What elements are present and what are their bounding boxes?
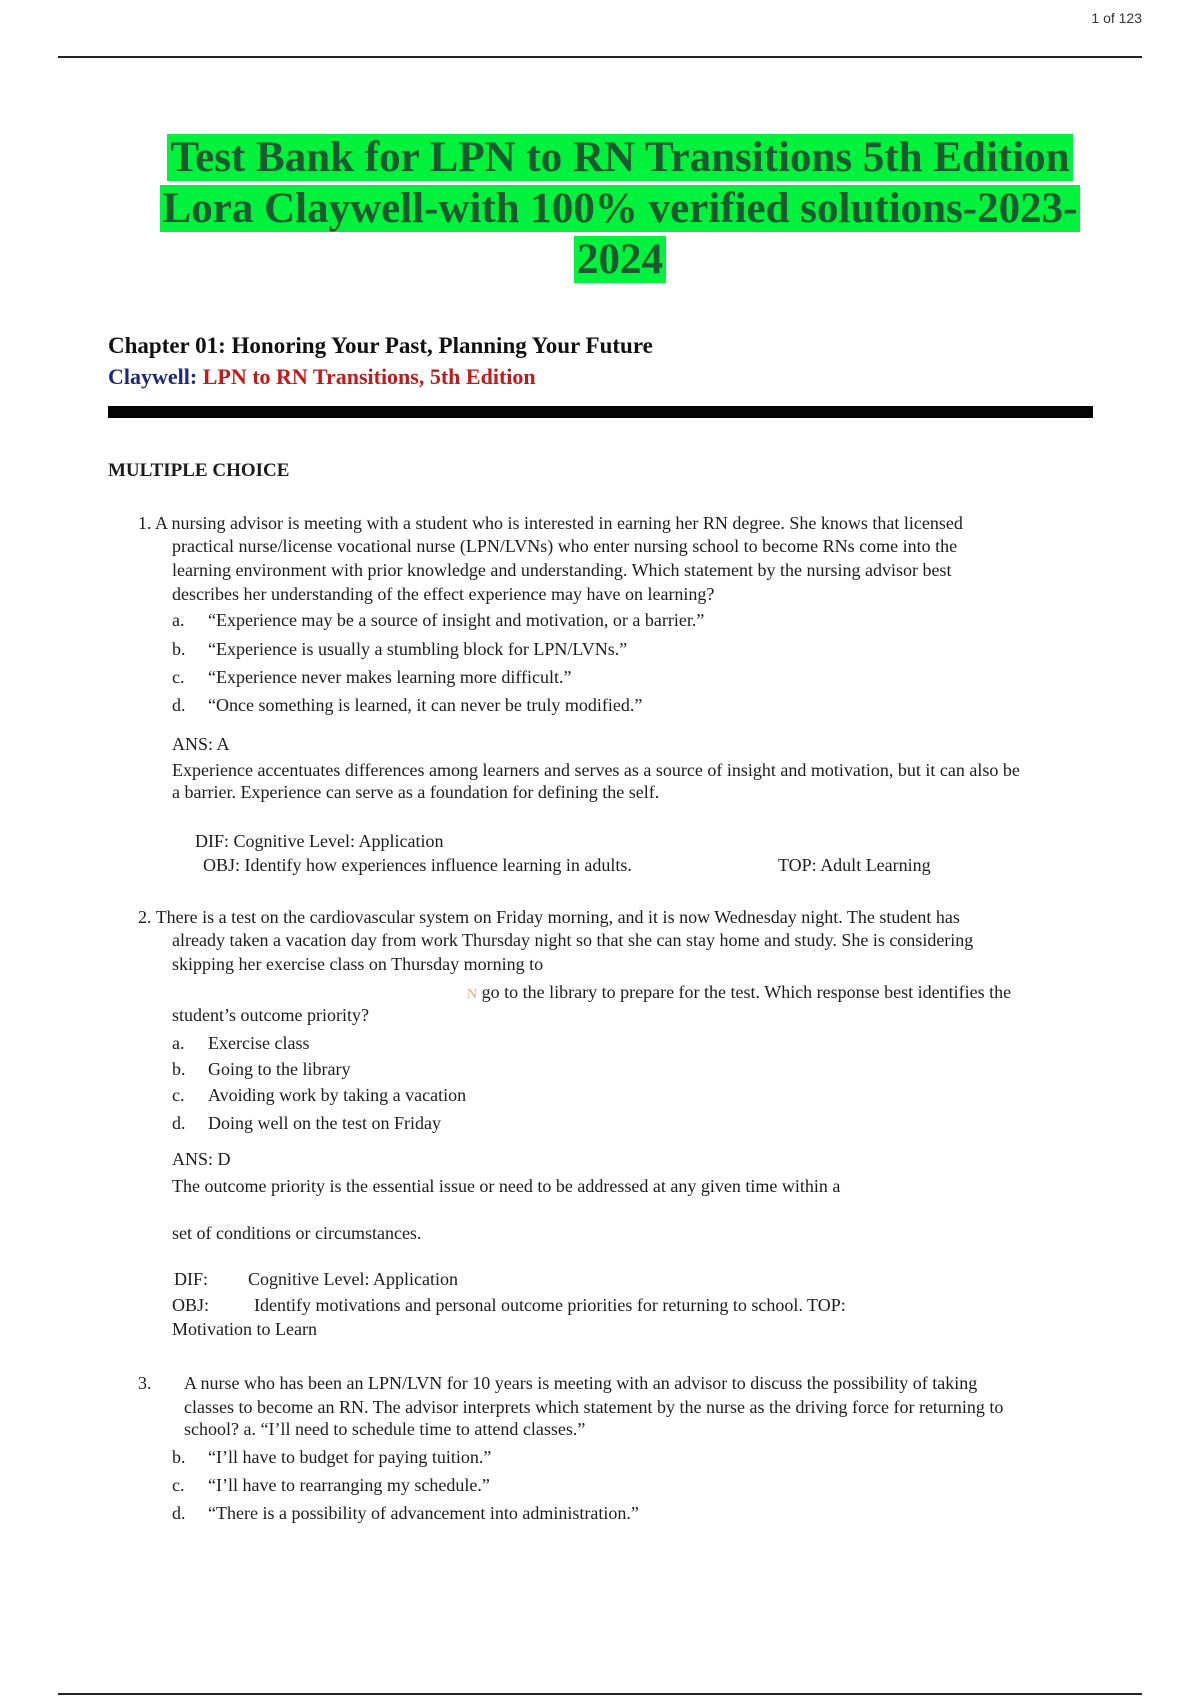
q1-rationale-line-2: a barrier. Experience can serve as a foundation for defining the self. [172, 782, 660, 802]
q2-stem-line-2: already taken a vacation day from work Thursday night so that she can stay home and study. She is considering [172, 930, 974, 950]
q1-option-a-text: “Experience may be a source of insight and motivation, or a barrier.” [208, 610, 705, 630]
q3-option-b [172, 1446, 491, 1469]
q3-stem-line-2: classes to become an RN. The advisor interprets which statement by the nurse as the driving force for returning to [184, 1397, 1004, 1417]
q1-rationale-line-1: Experience accentuates differences among learners and serves as a source of insight and motivation, but it can also be [172, 760, 1020, 780]
q2-option-d-letter: d. [172, 1113, 186, 1133]
q2-obj-value: Identify motivations and personal outcome priorities for returning to school. TOP: [254, 1295, 846, 1315]
title-highlight: Test Bank for LPN to RN Transitions 5th Edition Lora Claywell-with 100% verified solutions-2023-2024 [160, 134, 1081, 283]
q1-stem-line-4: describes her understanding of the effect experience may have on learning? [172, 584, 715, 604]
top-divider [58, 56, 1142, 58]
q3-stem-line-3: school? a. “I’ll need to schedule time to attend classes.” [184, 1419, 586, 1439]
q1-stem-line-3: learning environment with prior knowledge and understanding. Which statement by the nursing advisor best [172, 560, 952, 580]
q2-stem-line-5: student’s outcome priority? [172, 1005, 369, 1025]
q3-option-b-letter: b. [172, 1447, 186, 1467]
q2-stem-text-1: There is a test on the cardiovascular system on Friday morning, and it is now Wednesday night. The student has [155, 907, 960, 927]
q3-option-c [172, 1474, 490, 1497]
q1-stem-text-1: A nursing advisor is meeting with a student who is interested in earning her RN degree. She knows that licensed [155, 513, 963, 533]
q2-top-value: Motivation to Learn [172, 1319, 317, 1339]
q2-option-c [172, 1084, 466, 1107]
q1-top: TOP: Adult Learning [778, 855, 931, 875]
q1-option-c [172, 666, 572, 689]
chapter-heading: Chapter 01: Honoring Your Past, Planning Your Future [108, 333, 653, 358]
q1-option-a [172, 609, 704, 632]
q2-option-c-text: Avoiding work by taking a vacation [208, 1085, 467, 1105]
heading-rule [108, 406, 1093, 418]
bottom-divider [58, 1693, 1142, 1695]
q1-option-b [172, 638, 627, 661]
q1-option-d [172, 694, 642, 717]
q2-rationale-line-1: The outcome priority is the essential issue or need to be addressed at any given time within a [172, 1176, 841, 1196]
q1-obj: OBJ: Identify how experiences influence learning in adults. [203, 855, 632, 875]
q2-option-d [172, 1112, 441, 1135]
q3-option-c-letter: c. [172, 1475, 185, 1495]
q1-stem-line-2: practical nurse/license vocational nurse (LPN/LVNs) who enter nursing school to become RNs come into the [172, 536, 958, 556]
q1-stem-line-1 [138, 512, 963, 536]
q2-option-c-letter: c. [172, 1085, 185, 1105]
q2-obj-label: OBJ: [172, 1295, 210, 1315]
q2-option-b-letter: b. [172, 1059, 186, 1079]
q3-stem-line-1: A nurse who has been an LPN/LVN for 10 years is meeting with an advisor to discuss the possibility of taking [184, 1373, 978, 1393]
q2-option-a-text: Exercise class [208, 1033, 310, 1053]
q1-option-d-letter: d. [172, 695, 186, 715]
q3-option-d-text: “There is a possibility of advancement into administration.” [208, 1503, 639, 1523]
q2-option-a-letter: a. [172, 1033, 185, 1053]
section-heading: MULTIPLE CHOICE [108, 460, 290, 481]
q2-option-d-text: Doing well on the test on Friday [208, 1113, 441, 1133]
q2-option-b [172, 1058, 350, 1081]
q2-stray-mark: N [467, 987, 478, 1002]
q3-number: 3. [138, 1373, 152, 1393]
q1-option-a-letter: a. [172, 610, 185, 630]
edition-author: Claywell: [108, 364, 198, 389]
q1-number: 1. [138, 513, 152, 533]
q2-option-a [172, 1032, 309, 1055]
page-counter: 1 of 123 [1091, 10, 1142, 26]
q2-stem-line-4 [467, 981, 1011, 1007]
q2-stem-line-1 [138, 906, 960, 930]
q3-option-d [172, 1502, 639, 1525]
q1-option-c-text: “Experience never makes learning more difficult.” [208, 667, 572, 687]
document-title [130, 132, 1110, 285]
q1-answer: ANS: A [172, 734, 230, 754]
q2-dif-value: Cognitive Level: Application [248, 1269, 458, 1289]
q2-stem-text-4: go to the library to prepare for the test. Which response best identifies the [481, 982, 1012, 1002]
q2-option-b-text: Going to the library [208, 1059, 351, 1079]
q1-option-b-letter: b. [172, 639, 186, 659]
edition-book: LPN to RN Transitions, 5th Edition [202, 364, 536, 389]
q1-option-b-text: “Experience is usually a stumbling block for LPN/LVNs.” [208, 639, 628, 659]
q1-option-d-text: “Once something is learned, it can never be truly modified.” [208, 695, 643, 715]
edition-line [108, 364, 536, 390]
q3-option-c-text: “I’ll have to rearranging my schedule.” [208, 1475, 490, 1495]
q2-rationale-line-2: set of conditions or circumstances. [172, 1223, 422, 1243]
q1-dif: DIF: Cognitive Level: Application [195, 831, 444, 851]
q2-answer: ANS: D [172, 1149, 231, 1169]
q3-option-b-text: “I’ll have to budget for paying tuition.” [208, 1447, 492, 1467]
q2-number: 2. [138, 907, 152, 927]
q2-stem-line-3: skipping her exercise class on Thursday morning to [172, 954, 544, 974]
q2-dif-label: DIF: [174, 1269, 209, 1289]
q3-option-d-letter: d. [172, 1503, 186, 1523]
q1-option-c-letter: c. [172, 667, 185, 687]
